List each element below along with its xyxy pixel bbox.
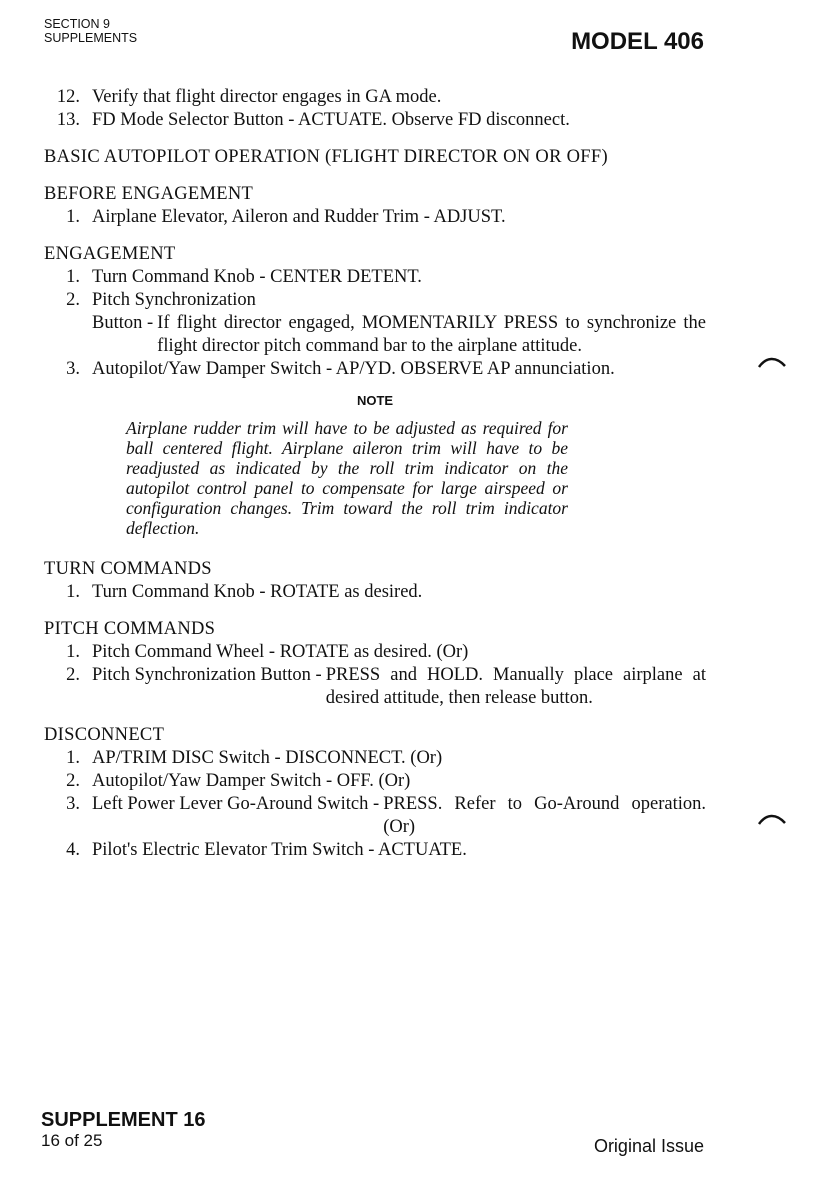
note-title: NOTE xyxy=(356,393,394,408)
note-text: Airplane rudder trim will have to be adjusted as required for ball centered flight. Airplane aileron trim will have to be readjusted as indicated by the roll trim indicator on the autopilot control panel to compensate for large airspeed or configuration changes. Trim toward the roll trim indicator deflection. xyxy=(126,418,568,538)
list-item xyxy=(44,206,706,229)
step-text: Airplane Elevator, Aileron and Rudder Trim - ADJUST. xyxy=(92,207,506,227)
section-label: SECTION 9 xyxy=(44,17,110,31)
list-item xyxy=(44,747,706,770)
step-text: Autopilot/Yaw Damper Switch - AP/YD. OBSERVE AP annunciation. xyxy=(92,359,615,379)
list-item xyxy=(44,839,706,862)
page-header-section xyxy=(44,17,137,45)
step-line: Pitch Synchronization xyxy=(92,290,256,310)
step-number: 3. xyxy=(66,794,80,814)
list-item xyxy=(44,641,706,664)
model-title: MODEL 406 xyxy=(571,28,704,55)
step-text: If flight director engaged, MOMENTARILY PRESS to synchronize the flight director pitch command bar to the airplane attitude. xyxy=(157,313,706,356)
step-number: 4. xyxy=(66,840,80,860)
section-heading-turn-commands: TURN COMMANDS xyxy=(44,559,212,579)
list-item xyxy=(44,581,706,604)
step-number: 12. xyxy=(56,87,80,107)
change-bar-mark xyxy=(757,812,787,826)
step-number: 13. xyxy=(56,110,80,130)
step-number: 1. xyxy=(66,207,80,227)
change-bar-mark xyxy=(757,355,787,369)
step-number: 1. xyxy=(66,748,80,768)
list-item xyxy=(44,289,706,358)
section-heading-engagement: ENGAGEMENT xyxy=(44,244,176,264)
step-number: 1. xyxy=(66,642,80,662)
step-text: AP/TRIM DISC Switch - DISCONNECT. (Or) xyxy=(92,748,443,768)
issue-label: Original Issue xyxy=(593,1136,704,1156)
step-text: Pitch Command Wheel - ROTATE as desired. (Or) xyxy=(92,642,469,662)
list-item xyxy=(44,664,706,710)
list-item xyxy=(44,358,706,381)
step-detail xyxy=(92,312,706,358)
step-text: Autopilot/Yaw Damper Switch - OFF. (Or) xyxy=(92,771,411,791)
page-number: 16 of 25 xyxy=(41,1131,103,1150)
step-detail xyxy=(92,793,706,839)
document-body xyxy=(44,86,706,862)
page-footer xyxy=(41,1108,205,1150)
step-number: 2. xyxy=(66,290,80,310)
list-item xyxy=(44,109,706,132)
section-heading-pitch-commands: PITCH COMMANDS xyxy=(44,619,216,639)
step-text: PRESS. Refer to Go-Around operation. (Or) xyxy=(383,794,706,837)
subsection-label: SUPPLEMENTS xyxy=(44,31,138,45)
step-text: PRESS and HOLD. Manually place airplane at desired attitude, then release button. xyxy=(325,665,706,708)
list-item xyxy=(44,266,706,289)
step-number: 1. xyxy=(66,267,80,287)
step-text: Turn Command Knob - ROTATE as desired. xyxy=(92,582,423,602)
step-number: 3. xyxy=(66,359,80,379)
step-text: Turn Command Knob - CENTER DETENT. xyxy=(92,267,422,287)
step-lead: Pitch Synchronization Button - xyxy=(92,665,322,685)
section-heading-before-engagement: BEFORE ENGAGEMENT xyxy=(44,184,254,204)
list-item xyxy=(44,86,706,109)
supplement-label: SUPPLEMENT 16 xyxy=(41,1109,206,1131)
step-number: 2. xyxy=(66,665,80,685)
list-item xyxy=(44,770,706,793)
section-heading-basic-autopilot: BASIC AUTOPILOT OPERATION (FLIGHT DIRECTOR ON OR OFF) xyxy=(44,147,608,167)
step-detail xyxy=(92,664,706,710)
step-text: FD Mode Selector Button - ACTUATE. Observe FD disconnect. xyxy=(92,110,570,130)
step-text: Pilot's Electric Elevator Trim Switch - ACTUATE. xyxy=(92,840,467,860)
step-lead: Button - xyxy=(92,313,154,333)
step-number: 1. xyxy=(66,582,80,602)
list-item xyxy=(44,793,706,839)
section-heading-disconnect: DISCONNECT xyxy=(44,725,165,745)
step-lead: Left Power Lever Go-Around Switch - xyxy=(92,794,380,814)
step-number: 2. xyxy=(66,771,80,791)
step-text: Verify that flight director engages in GA mode. xyxy=(92,87,442,107)
